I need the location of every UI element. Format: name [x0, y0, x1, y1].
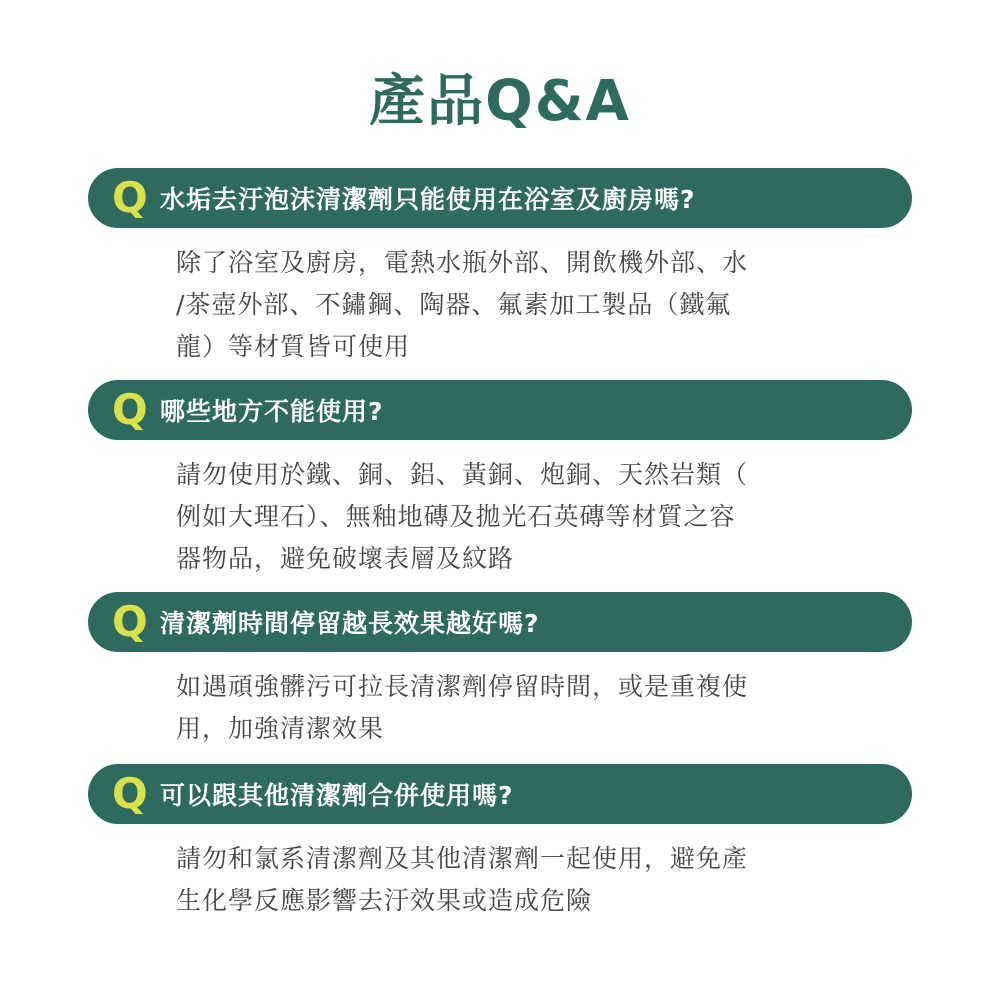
answer-line: /茶壺外部、不鏽鋼、陶器、氟素加工製品（鐵氟 — [176, 290, 732, 319]
question-bar — [88, 592, 912, 652]
answer-text — [176, 666, 836, 750]
q-icon: Q — [112, 597, 148, 646]
question-text: 清潔劑時間停留越長效果越好嗎? — [160, 609, 540, 638]
faq-item-2 — [88, 380, 912, 580]
faq-item-3 — [88, 592, 912, 750]
page-title: 產品Q&A — [369, 69, 631, 134]
faq-item-4 — [88, 764, 912, 922]
question-bar — [88, 168, 912, 228]
question-bar — [88, 764, 912, 824]
answer-text — [176, 838, 836, 922]
answer-line: 請勿使用於鐵、銅、鋁、黃銅、炮銅、天然岩類（ — [176, 460, 749, 489]
faq-item-1 — [88, 168, 912, 368]
answer-line: 器物品，避免破壞表層及紋路 — [176, 544, 515, 573]
answer-text — [176, 242, 836, 368]
q-icon: Q — [112, 173, 148, 222]
answer-line: 龍）等材質皆可使用 — [176, 332, 411, 361]
q-icon: Q — [112, 769, 148, 818]
question-bar — [88, 380, 912, 440]
answer-text — [176, 454, 836, 580]
answer-line: 除了浴室及廚房，電熱水瓶外部、開飲機外部、水 — [176, 248, 749, 277]
q-icon: Q — [112, 385, 148, 434]
answer-line: 生化學反應影響去汙效果或造成危險 — [176, 886, 593, 915]
answer-line: 用，加強清潔效果 — [176, 714, 385, 743]
question-text: 水垢去汙泡沫清潔劑只能使用在浴室及廚房嗎? — [160, 185, 696, 214]
answer-line: 例如大理石）、無釉地磚及拋光石英磚等材質之容 — [176, 502, 736, 531]
question-text: 哪些地方不能使用? — [160, 397, 384, 426]
question-text: 可以跟其他清潔劑合併使用嗎? — [160, 781, 514, 810]
answer-line: 如遇頑強髒污可拉長清潔劑停留時間，或是重複使 — [176, 672, 749, 701]
answer-line: 請勿和氯系清潔劑及其他清潔劑一起使用，避免產 — [176, 844, 749, 873]
